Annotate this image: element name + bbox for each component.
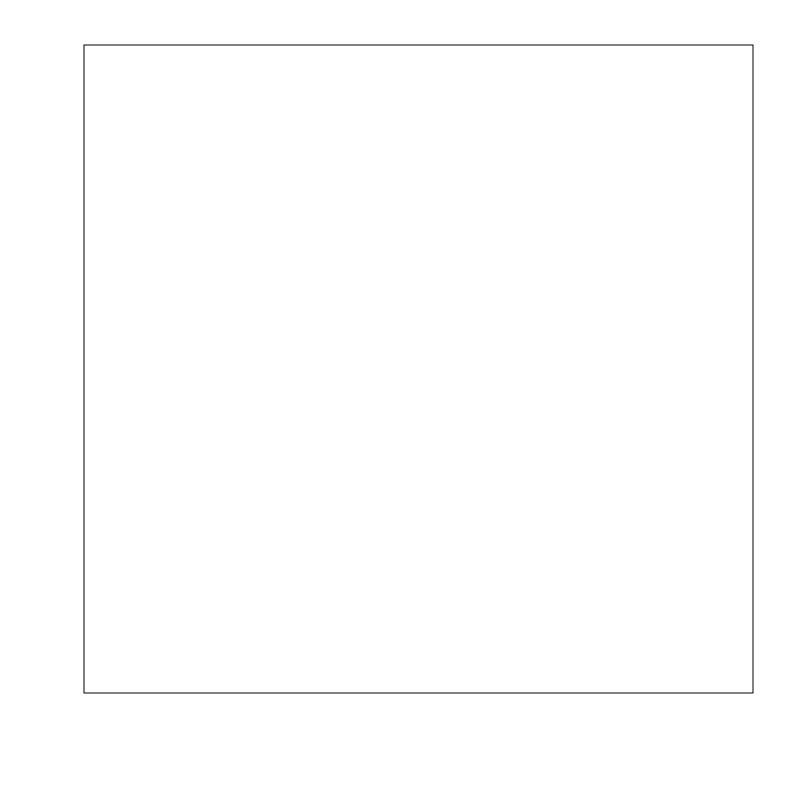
diagram-frame	[84, 45, 753, 693]
